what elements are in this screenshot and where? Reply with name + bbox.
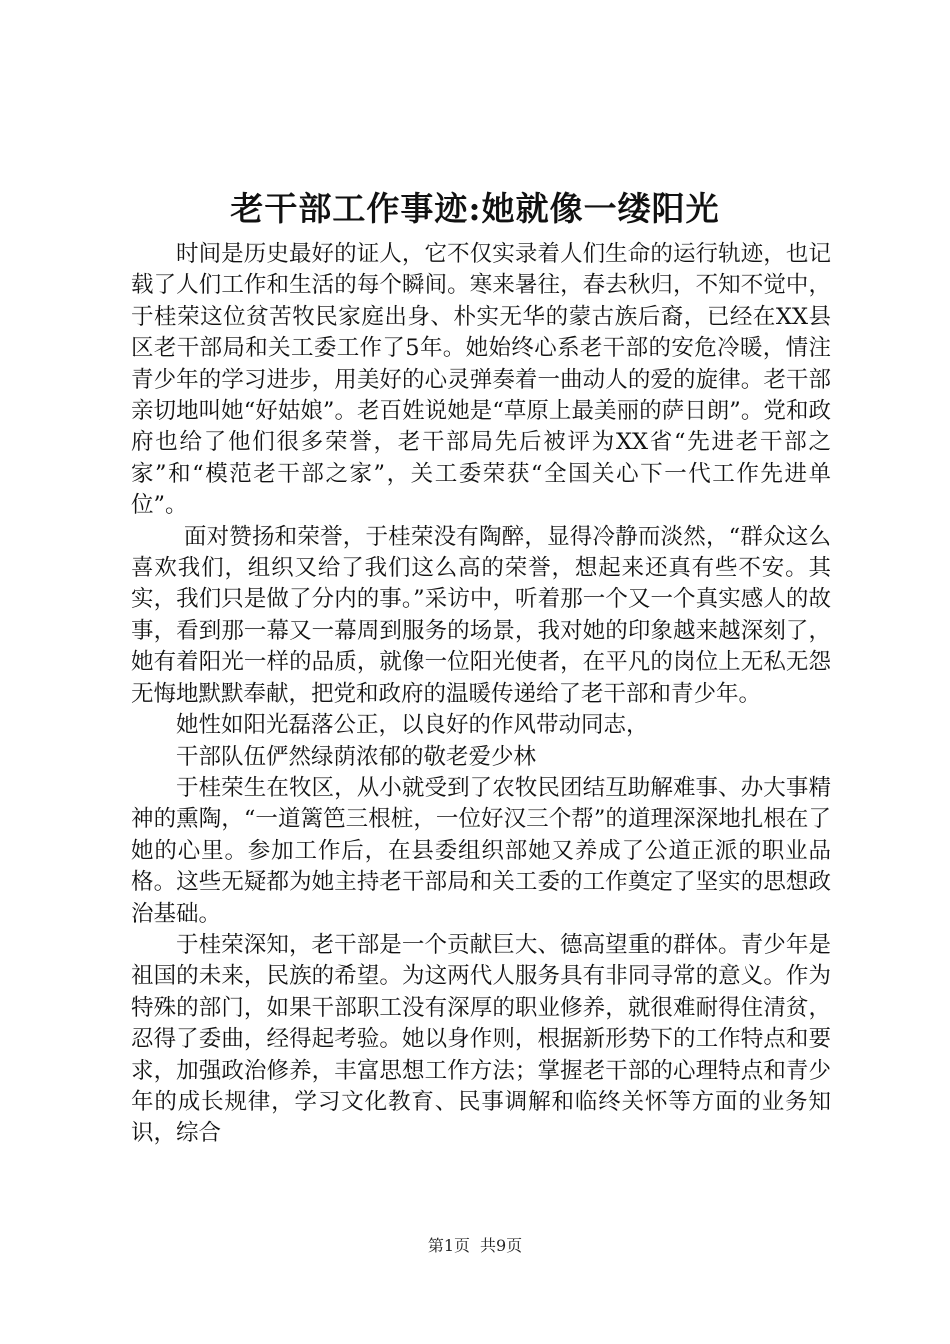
paragraph: 于桂荣深知，老干部是一个贡献巨大、德高望重的群体。青少年是祖国的未来，民族的希望。为这两代人服务具有非同寻常的意义。作为特殊的部门，如果干部职工没有深厚的职业修养，就很难耐得住清贫，忍得了委曲，经得起考验。她以身作则，根据新形势下的工作特点和要求，加强政治修养，丰富思想工作方法；掌握老干部的心理特点和青少年的成长规律，学习文化教育、民事调解和临终关怀等方面的业务知识，综合 (131, 931, 831, 1147)
page-total: 共9页 (480, 1236, 523, 1255)
paragraph: 于桂荣生在牧区，从小就受到了农牧民团结互助解难事、办大事精神的熏陶，“一道篱笆三根桩，一位好汉三个帮”的道理深深地扎根在了她的心里。参加工作后，在县委组织部她又养成了公道正派的职业品格。这些无疑都为她主持老干部局和关工委的工作奠定了坚实的思想政治基础。 (131, 774, 831, 927)
page-number: 第1页 (427, 1236, 470, 1255)
article-body (131, 239, 831, 1150)
paragraph: 面对赞扬和荣誉，于桂荣没有陶醉，显得冷静而淡然，“群众这么喜欢我们，组织又给了我们这么高的荣誉，想起来还真有些不安。其实，我们只是做了分内的事。”采访中，听着那一个又一个真实感人的故事，看到那一幕又一幕周到服务的场景，我对她的印象越来越深刻了，她有着阳光一样的品质，就像一位阳光使者，在平凡的岗位上无私无怨无悔地默默奉献，把党和政府的温暖传递给了老干部和青少年。 (131, 523, 831, 707)
page-footer (0, 1236, 950, 1256)
page-title: 老干部工作事迹:她就像一缕阳光 (230, 189, 720, 228)
paragraph: 时间是历史最好的证人，它不仅实录着人们生命的运行轨迹，也记载了人们工作和生活的每个瞬间。寒来暑往，春去秋归，不知不觉中，于桂荣这位贫苦牧民家庭出身、朴实无华的蒙古族后裔，已经在XX县区老干部局和关工委工作了5年。她始终心系老干部的安危冷暖，情注青少年的学习进步，用美好的心灵弹奏着一曲动人的爱的旋律。老干部亲切地叫她“好姑娘”。老百姓说她是“草原上最美丽的萨日朗”。党和政府也给了他们很多荣誉，老干部局先后被评为XX省“先进老干部之家”和“模范老干部之家”，关工委荣获“全国关心下一代工作先进单位”。 (131, 241, 831, 519)
section-heading-line: 干部队伍俨然绿荫浓郁的敬老爱少林 (176, 743, 537, 770)
section-heading-line: 她性如阳光磊落公正，以良好的作风带动同志， (176, 712, 649, 739)
